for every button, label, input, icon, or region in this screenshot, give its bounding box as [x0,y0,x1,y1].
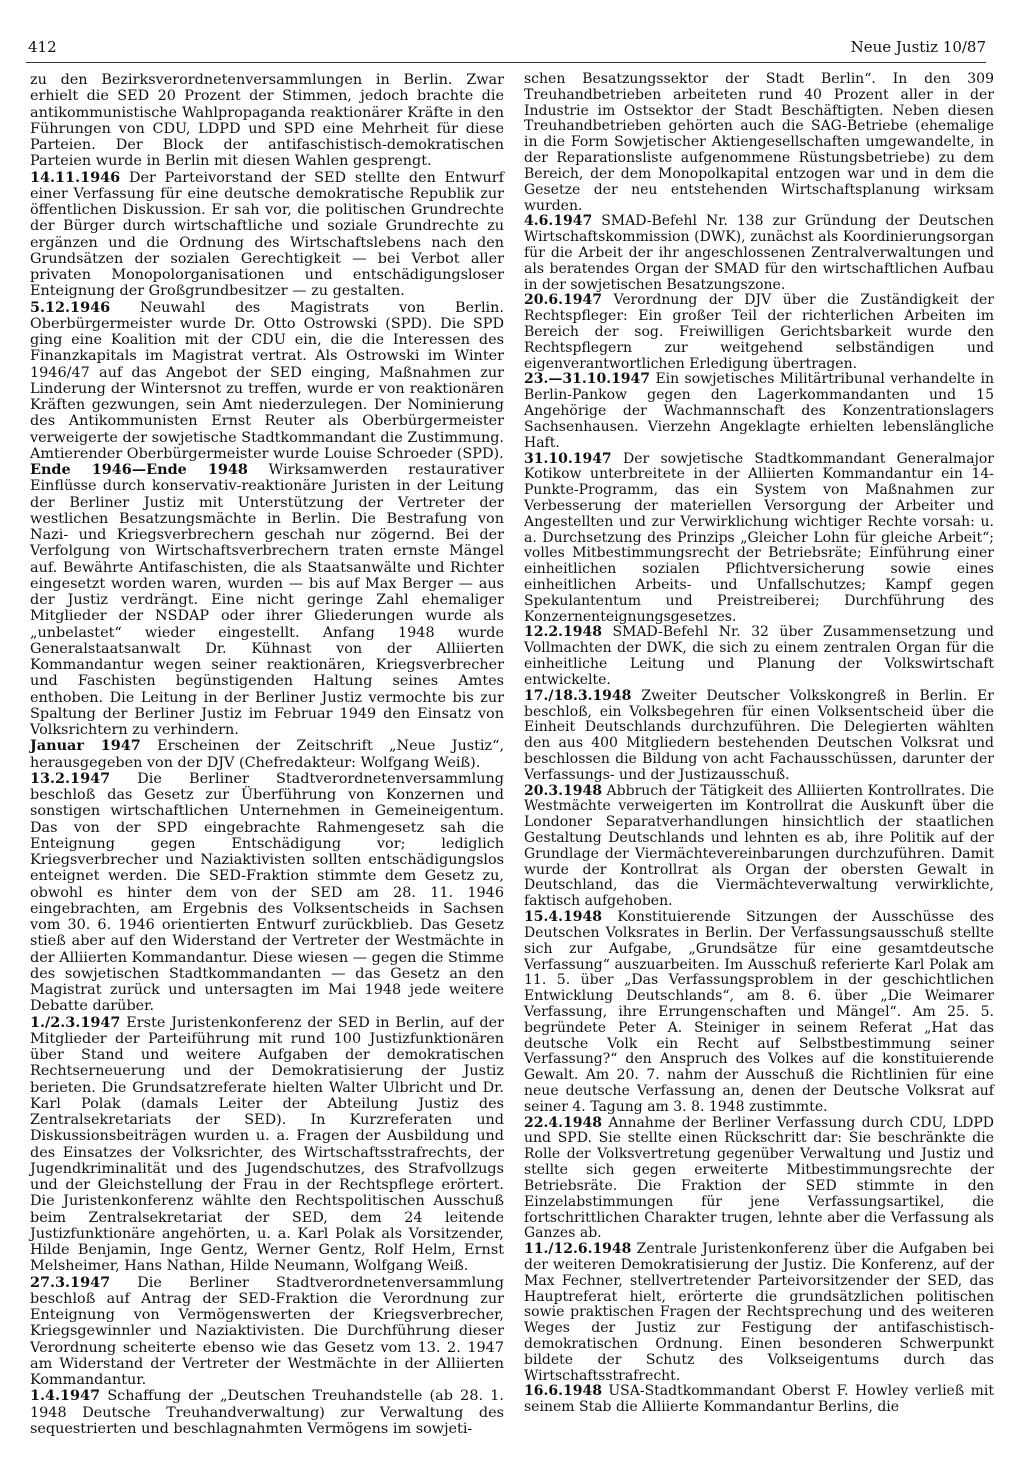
entry-text: Die Berliner Stadtverordnetenversammlung beschloß das Gesetz zur Überführung von Konzernen und sonstigen wirtschaftlichen Unternehmen in Gemeineigentum. Das von der SPD eingebrachte Rahmengesetz sah die Enteignung gegen Entschädigung vor; lediglich Kriegsverbrecher und Naziaktivisten sollten entschädigungslos enteignet werden. Die SED-Fraktion stimmte dem Gesetz zu, obwohl es hinter dem von der SED am 28. 11. 1946 eingebrachten, am Ergebnis des Volksentscheids in Sachsen vom 30. 6. 1946 orientierten Entwurf zurückblieb. Das Gesetz stieß aber auf den Widerstand der Vertreter der Westmächte in der Alliierten Kommandantur. Diese wiesen — gegen die Stimme des sowjetischen Stadtkommandanten — das Gesetz an den Magistrat zurück und untersagten im Mai 1948 jede weitere Debatte darüber. [30,770,504,1015]
chronology-entry [524,293,994,372]
chronology-entry [30,1275,504,1389]
chronology-entry [30,300,504,463]
chronology-entry [30,72,504,170]
chronology-entry [524,689,994,784]
entry-date: 17./18.3.1948 [524,687,632,704]
entry-text: Ein sowjetisches Militärtribunal verhandelte in Berlin-Pankow gegen den Lagerkommandanten und 15 Angehörige der Wachmannschaft des Konzentrationslagers Sachsenhausen. Vierzehn Angeklagte erhielten lebenslängliche Haft. [524,371,995,451]
entry-date: 12.2.1948 [524,624,602,641]
chronology-entry [524,784,994,911]
entry-text: Verordnung der DJV über die Zuständigkeit der Rechtspfleger: Ein großer Teil der richterlichen Arbeiten im Bereich der sog. Freiwilligen Gerichtsbarkeit wurde den Rechtspflegern zur weitgehend selbständigen und eigenverantwortlichen Erledigung übertragen. [524,292,995,372]
entry-date: 20.6.1947 [524,292,602,309]
page-header [26,38,986,63]
right-column [524,72,994,1416]
entry-date: Ende 1946—Ende 1948 [30,461,248,478]
journal-title: Neue Justiz 10/87 [850,38,986,56]
entry-text: Wirksamwerden restaurativer Einflüsse durch konservativ-reaktionäre Juristen in der Leitung der Berliner Justiz mit Unterstützung der Vertreter der westlichen Besatzungsmächte in Berlin. Die Bestrafung von Nazi- und Kriegsverbrechern geschah nur zögernd. Bei der Verfolgung von Wirtschaftsverbrechern traten ernste Mängel auf. Bewährte Antifaschisten, die als Staatsanwälte und Richter eingesetzt worden waren, wurden — bis auf Max Berger — aus der Justiz verdrängt. Eine nicht geringe Zahl ehemaliger Mitglieder der NSDAP oder ihrer Gliederungen wurde als „unbelastet“ wieder eingestellt. Anfang 1948 wurde Generalstaatsanwalt Dr. Kühnast von der Alliierten Kommandantur wegen seiner reaktionären, Kriegsverbrecher und Faschisten begünstigenden Haltung seines Amtes enthoben. Die Leitung in der Berliner Justiz vermochte bis zur Spaltung der Berliner Justiz im Februar 1949 den Einsatz von Volksrichtern zu verhindern. [30,462,504,738]
entry-text: Konstituierende Sitzungen der Ausschüsse des Deutschen Volksrates in Berlin. Der Verfassungsausschuß stellte sich zur Aufgabe, „Grundsätze für eine gesamtdeutsche Verfassung“ auszuarbeiten. Im Ausschuß referierte Karl Polak am 11. 5. über „Das Verfassungsproblem in der geschichtlichen Entwicklung Deutschlands“, am 8. 6. über „Die Weimarer Verfassung, ihre Errungenschaften und Mängel“. Am 25. 5. begründete Peter A. Steiniger in seinem Referat „Hat das deutsche Volk ein Recht auf Selbstbestimmung seiner Verfassung?“ den Anspruch des Volkes auf die konstituierende Gewalt. Am 20. 7. nahm der Ausschuß die Richtlinien für eine neue deutsche Verfassung an, denen der Deutsche Volksrat auf seiner 4. Tagung am 3. 8. 1948 zustimmte. [524,909,995,1115]
chronology-entry [524,214,994,293]
entry-text: Schaffung der „Deutschen Treuhandstelle (ab 28. 1. 1948 Deutsche Treuhandverwaltung) zur Verwaltung des sequestrierten und beschlagnahmten Vermögens im sowjeti- [30,1388,504,1437]
chronology-entry [30,170,504,300]
entry-date: 13.2.1947 [30,769,111,787]
entry-text: SMAD-Befehl Nr. 32 über Zusammensetzung und Vollmachten der DWK, die sich zu einem zentralen Organ für die einheitliche Leitung und Planung der Volkswirtschaft entwickelte. [524,624,994,688]
entry-text: Die Berliner Stadtverordnetenversammlung beschloß auf Antrag der SED-Fraktion die Verordnung zur Enteignung von Vermögenswerten der Kriegsverbrecher, Kriegsgewinnler und Naziaktivisten. Die Durchführung dieser Verordnung scheiterte ebenso wie das Gesetz vom 13. 2. 1947 am Widerstand der Vertreter der Westmächte in der Alliierten Kommandantur. [30,1274,504,1388]
entry-date: 20.3.1948 [524,782,602,799]
entry-text: Erscheinen der Zeitschrift „Neue Justiz“, herausgegeben von der DJV (Chefredakteur: Wolfgang Weiß). [30,738,505,771]
chronology-entry [30,738,504,771]
chronology-entry [524,910,994,1116]
entry-text: Erste Juristenkonferenz der SED in Berlin, auf der Mitglieder der Parteiführung mit rund 100 Justizfunktionären über Stand und weitere Aufgaben der demokratischen Rechtserneuerung und der Demokratisierung der Justiz berieten. Die Grundsatzreferate hielten Walter Ulbricht und Dr. Karl Polak (damals Leiter der Abteilung Justiz des Zentralsekretariats der SED). In Kurzreferaten und Diskussionsbeiträgen wurden u. a. Fragen der Ausbildung und des Einsatzes der Volksrichter, des Wirtschaftsstrafrechts, der Jugendkriminalität und des Jugendschutzes, des Strafvollzugs und der Gleichstellung der Frau in der Rechtspflege erörtert. Die Juristenkonferenz wählte den Rechtspolitischen Ausschuß beim Zentralsekretariat der SED, dem 24 leitende Justizfunktionäre angehörten, u. a. Karl Polak als Vorsitzender, Hilde Benjamin, Inge Gentz, Werner Gentz, Rolf Helm, Ernst Melsheimer, Hans Nathan, Hilde Neumann, Wolfgang Weiß. [30,1014,505,1275]
entry-date: 31.10.1947 [524,450,612,467]
chronology-entry [30,1388,504,1437]
left-column [30,72,504,1437]
entry-text: SMAD-Befehl Nr. 138 zur Gründung der Deutschen Wirtschaftskommission (DWK), zunächst als Koordinierungsorgan für die Arbeit der ihr angeschlossenen Zentralverwaltungen und als beratendes Organ der SMAD für den wirtschaftlichen Aufbau in der sowjetischen Besatzungszone. [524,213,995,293]
entry-date: 5.12.1946 [30,298,111,316]
entry-date: 11./12.6.1948 [524,1241,632,1258]
entry-text: Zweiter Deutscher Volkskongreß in Berlin. Er beschloß, ein Volksbegehren für einen Volksentscheid über die Einheit Deutschlands durchzuführen. Die Delegierten wählten den aus 400 Mitgliedern bestehenden Deutschen Volksrat und beschlossen die Bildung von acht Fachausschüssen, darunter der Verfassungs- und der Justizausschuß. [524,687,994,783]
entry-text: Neuwahl des Magistrats von Berlin. Oberbürgermeister wurde Dr. Otto Ostrowski (SPD). Die SPD ging eine Koalition mit der CDU ein, die die Interessen des Finanzkapitals im Magistrat vertrat. Als Ostrowski im Winter 1946/47 auf das Angebot der SED einging, Maßnahmen zur Linderung der Wintersnot zu treffen, wurde er von reaktionären Kräften gezwungen, sein Amt niederzulegen. Der Nominierung des Antikommunisten Ernst Reuter als Oberbürgermeister verweigerte der sowjetische Stadtkommandant die Zustimmung. Amtierender Oberbürgermeister wurde Louise Schroeder (SPD). [30,299,504,462]
chronology-entry [30,771,504,1015]
chronology-entry [524,625,994,688]
chronology-entry [30,1015,504,1275]
chronology-entry [524,1242,994,1384]
entry-text: Abbruch der Tätigkeit des Alliierten Kontrollrates. Die Westmächte verweigerten im Kontrollrat die Auskunft über die Londoner Separatverhandlungen hinsichtlich der staatlichen Gestaltung Deutschlands und lehnten es ab, ihre Politik auf der Grundlage der Viermächtevereinbarungen durchzuführen. Damit wurde der Kontrollrat als Organ der obersten Gewalt in Deutschland, das die Viermächteverwaltung verwirklichte, faktisch aufgehoben. [524,782,994,910]
entry-date: 1./2.3.1947 [30,1013,121,1031]
entry-text: schen Besatzungssektor der Stadt Berlin“. In den 309 Treuhandbetrieben arbeiteten rund 40 Prozent aller in der Industrie im Ostsektor der Stadt Beschäftigten. Neben diesen Treuhandbetrieben gehörten auch die SAG-Betriebe (ehemalige in die Form Sowjetischer Aktiengesellschaften umgewandelte, in der Reparationsliste aufgenommene Rüstungsbetriebe) zu dem Bereich, der dem Monopolkapital entzogen war und in dem die Gesetze der neu entstehenden Wirtschaftsplanung wirksam wurden. [524,71,994,214]
entry-text: zu den Bezirksverordnetenversammlungen in Berlin. Zwar erhielt die SED 20 Prozent der Stimmen, jedoch brachte die antikommunistische Wahlpropaganda reaktionärer Kräfte in den Führungen von CDU, LDPD und SPD eine Mehrheit für diese Parteien. Der Block der antifaschistisch-demokratischen Parteien wurde in Berlin mit diesen Wahlen gesprengt. [30,72,504,170]
chronology-entry [524,372,994,451]
entry-text: Annahme der Berliner Verfassung durch CDU, LDPD und SPD. Sie stellte einen Rückschritt dar: Sie beschränkte die Rolle der Volksvertretung gegenüber Verwaltung und Justiz und stellte sich gegen erweiterte Mitbestimmungsrechte der Betriebsräte. Die Fraktion der SED stimmte in den Einzelabstimmungen für jene Verfassungsartikel, die fortschrittlichen Charakter trugen, lehnte aber die Verfassung als Ganzes ab. [524,1114,995,1242]
entry-text: Zentrale Juristenkonferenz über die Aufgaben bei der weiteren Demokratisierung der Justiz. Die Konferenz, auf der Max Fechner, stellvertretender Parteivorsitzender der SED, das Hauptreferat hielt, erörterte die grundsätzlichen politischen sowie praktischen Fragen der Rechtsprechung und des weiteren Weges der Justiz zur Festigung der antifaschistisch-demokratischen Ordnung. Einen besonderen Schwerpunkt bildete der Schutz des Volkseigentums durch das Wirtschaftsstrafrecht. [524,1241,995,1384]
entry-text: Der sowjetische Stadtkommandant Generalmajor Kotikow unterbreitete in der Alliierten Kommandantur ein 14-Punkte-Programm, das ein System von Maßnahmen zur Verbesserung der materiellen Versorgung der Arbeiter und Angestellten und zur Verwirklichung wichtiger Rechte vorsah: u. a. Durchsetzung des Prinzips „Gleicher Lohn für gleiche Arbeit“; volles Mitbestimmungsrecht der Betriebsräte; Einführung einer einheitlichen sozialen Pflichtversicherung sowie eines einheitlichen Arbeits- und Unfallschutzes; Kampf gegen Spekulantentum und Preistreiberei; Durchführung des Konzernenteignungsgesetzes. [524,450,994,625]
chronology-entry [524,72,994,214]
entry-date: 16.6.1948 [524,1383,602,1400]
chronology-entry [30,462,504,738]
entry-text: USA-Stadtkommandant Oberst F. Howley verließ mit seinem Stab die Alliierte Kommandantur Berlins, die [524,1383,994,1416]
entry-date: 14.11.1946 [30,168,121,186]
entry-date: 1.4.1947 [30,1387,101,1405]
entry-date: 23.—31.10.1947 [524,371,651,388]
entry-date: 4.6.1947 [524,213,593,230]
page-number: 412 [28,38,57,56]
chronology-entry [524,1116,994,1243]
entry-date: 15.4.1948 [524,909,602,926]
entry-date: 22.4.1948 [524,1114,602,1131]
chronology-entry [524,1384,994,1416]
entry-text: Der Parteivorstand der SED stellte den Entwurf einer Verfassung für eine deutsche demokratische Republik zur öffentlichen Diskussion. Er sah vor, die politischen Grundrechte der Bürger durch wirtschaftliche und soziale Grundrechte zu ergänzen und die Ordnung des Wirtschaftslebens nach den Grundsätzen der sozialen Gerechtigkeit — bei Verbot aller privaten Monopolorganisationen und entschädigungsloser Enteignung der Großgrundbesitzer — zu gestalten. [30,169,505,300]
entry-date: 27.3.1947 [30,1273,111,1291]
entry-date: Januar 1947 [30,737,141,755]
chronology-entry [524,452,994,626]
